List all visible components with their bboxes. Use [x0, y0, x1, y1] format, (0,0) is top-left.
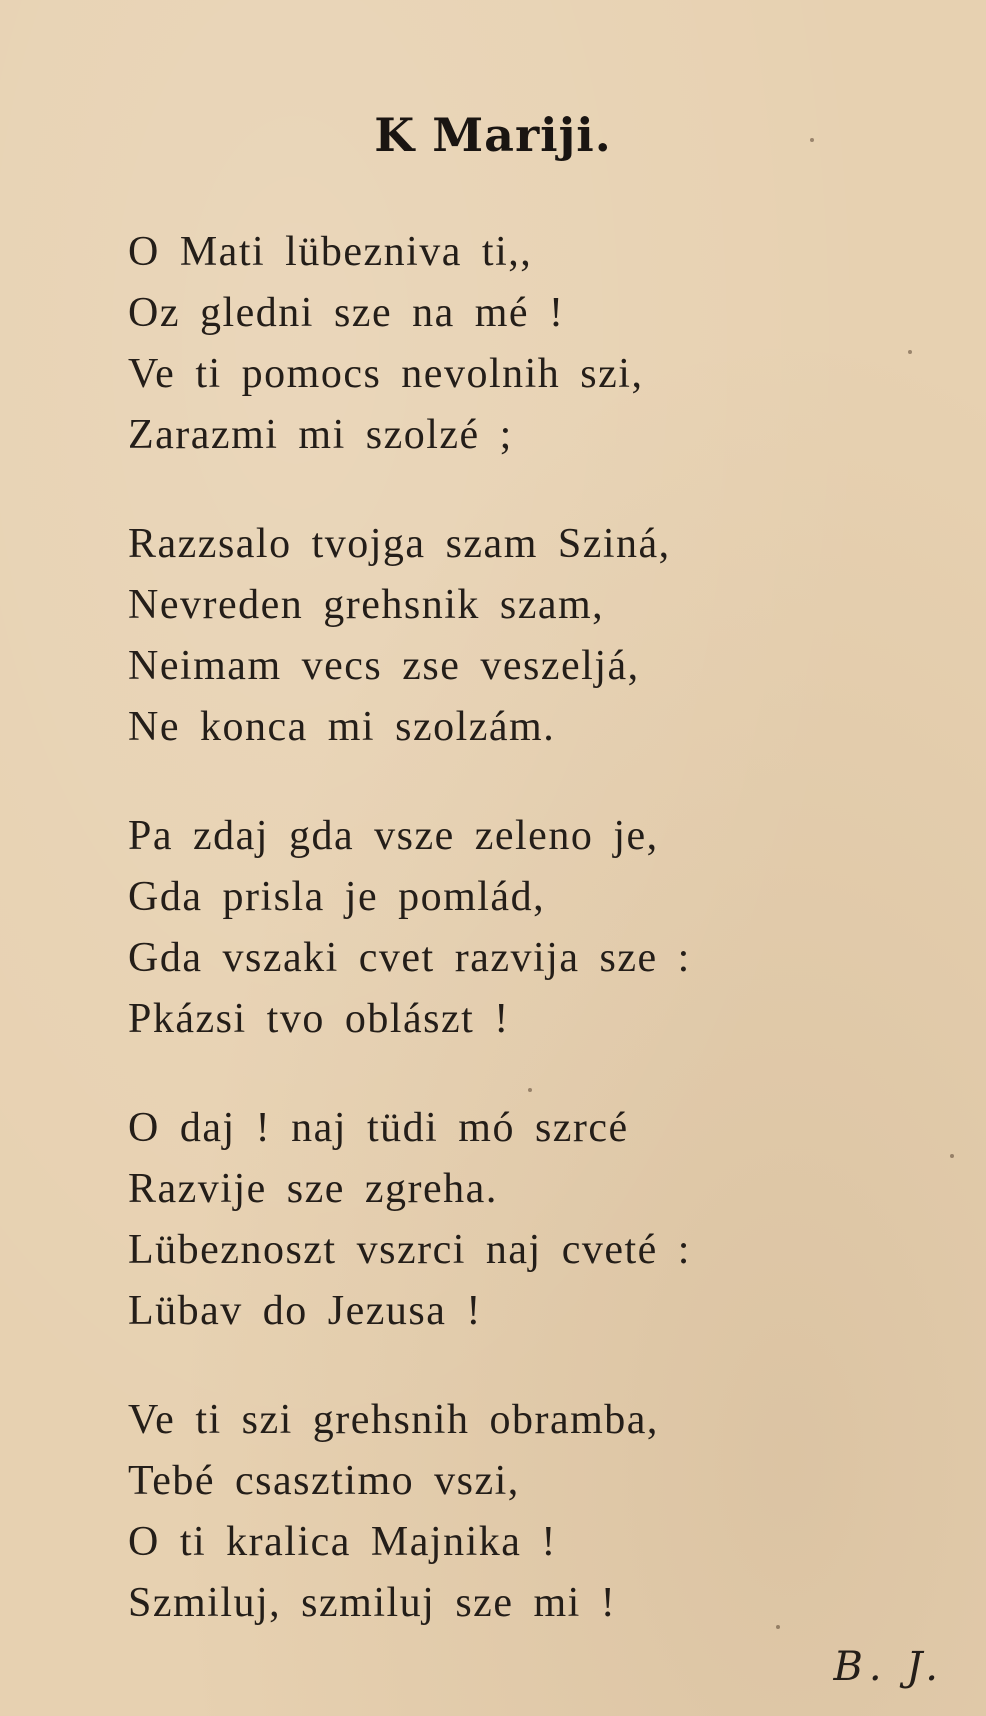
poem-line: Lübav do Jezusa ! [128, 1288, 482, 1334]
paper-speck [810, 138, 814, 142]
poem-line: Lübeznoszt vszrci naj cveté : [128, 1227, 691, 1273]
poem-line: O Mati lübezniva ti,, [128, 229, 533, 275]
poem-line: Ve ti pomocs nevolnih szi, [128, 351, 644, 397]
poem-line: Oz gledni sze na mé ! [128, 290, 565, 336]
poem-line: O ti kralica Majnika ! [128, 1519, 557, 1565]
poem-body [128, 222, 808, 1682]
paper-speck [528, 1088, 532, 1092]
poem-line: Razvije sze zgreha. [128, 1166, 498, 1212]
poem-line: Neimam vecs zse veszeljá, [128, 643, 640, 689]
paper-speck [950, 1154, 954, 1158]
poem-line: Pa zdaj gda vsze zeleno je, [128, 813, 659, 859]
poem-line: Zarazmi mi szolzé ; [128, 412, 513, 458]
poem-line: Ne konca mi szolzám. [128, 704, 556, 750]
paper-speck [908, 350, 912, 354]
poem-title: K Mariji. [374, 108, 612, 162]
poem-line: Gda prisla je pomlád, [128, 874, 546, 920]
stanza-1 [128, 222, 808, 466]
paper-speck [776, 1625, 780, 1629]
poem-line: Gda vszaki cvet razvija sze : [128, 935, 691, 981]
poem-line: Nevreden grehsnik szam, [128, 582, 605, 628]
stanza-4 [128, 1098, 808, 1342]
author-signature: B. J. [833, 1644, 944, 1690]
poem-line: O daj ! naj tüdi mó szrcé [128, 1105, 629, 1151]
stanza-5 [128, 1390, 808, 1634]
poem-line: Razzsalo tvojga szam Sziná, [128, 521, 671, 567]
poem-line: Ve ti szi grehsnih obramba, [128, 1397, 659, 1443]
poem-line: Pkázsi tvo oblászt ! [128, 996, 510, 1042]
poem-line: Szmiluj, szmiluj sze mi ! [128, 1580, 617, 1626]
stanza-3 [128, 806, 808, 1050]
stanza-2 [128, 514, 808, 758]
poem-line: Tebé csasztimo vszi, [128, 1458, 520, 1504]
